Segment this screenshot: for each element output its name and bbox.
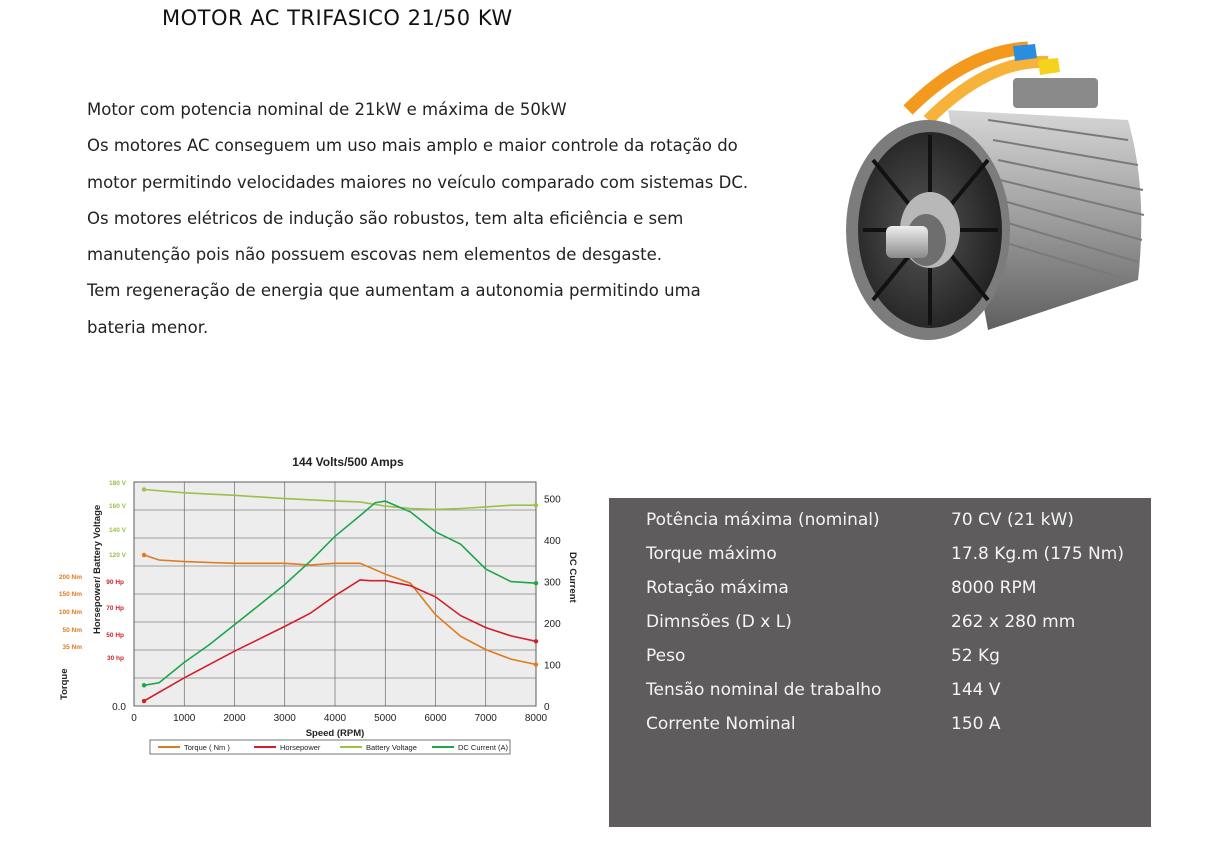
spec-value: 17.8 Kg.m (175 Nm) xyxy=(951,544,1124,564)
data-point xyxy=(142,553,146,557)
description-line: Tem regeneração de energia que aumentam a autonomia permitindo uma xyxy=(87,281,701,301)
x-tick-label: 2000 xyxy=(223,713,246,724)
data-point xyxy=(142,699,146,703)
spec-row xyxy=(646,714,1141,748)
x-axis xyxy=(131,713,547,724)
hp-tick-label: 70 Hp xyxy=(106,605,124,612)
torque-tick-label: 150 Nm xyxy=(58,591,82,598)
torque-tick-label: 35 Nm xyxy=(62,644,82,651)
data-point xyxy=(142,487,146,491)
spec-row xyxy=(646,612,1141,646)
description-line: Motor com potencia nominal de 21kW e máxima de 50kW xyxy=(87,100,567,119)
specs-panel xyxy=(609,498,1151,827)
legend-label: Horsepower xyxy=(280,743,321,752)
description-line: Os motores elétricos de indução são robustos, tem alta eficiência e sem xyxy=(87,208,684,228)
spec-value: 144 V xyxy=(951,680,1001,700)
voltage-tick-label: 120 V xyxy=(109,552,126,559)
spec-label: Rotação máxima xyxy=(646,578,789,598)
chart-title: 144 Volts/500 Amps xyxy=(292,455,404,469)
spec-label: Tensão nominal de trabalho xyxy=(646,680,882,700)
right-tick-label: 300 xyxy=(544,577,561,589)
y-axis-label-left: Horsepower/ Battery Voltage xyxy=(92,504,103,634)
spec-label: Corrente Nominal xyxy=(646,714,796,734)
spec-value: 70 CV (21 kW) xyxy=(951,510,1074,530)
legend-label: Battery Voltage xyxy=(366,743,417,752)
hp-tick-label: 90 Hp xyxy=(106,579,124,586)
voltage-tick-label: 160 V xyxy=(109,503,126,510)
torque-tick-label: 50 Nm xyxy=(62,627,82,634)
description-line: manutenção pois não possuem escovas nem elementos de desgaste. xyxy=(87,245,662,265)
right-tick-label: 0 xyxy=(544,702,550,713)
description-line: motor permitindo velocidades maiores no veículo comparado com sistemas DC. xyxy=(87,172,749,192)
torque-tick-label: 100 Nm xyxy=(58,609,82,616)
x-tick-label: 3000 xyxy=(273,713,296,724)
x-tick-label: 0 xyxy=(131,713,137,724)
hp-tick-label: 30 hp xyxy=(107,655,124,662)
legend-label: Torque ( Nm ) xyxy=(184,743,230,752)
spec-label: Dimnsões (D x L) xyxy=(646,612,792,632)
right-tick-label: 500 xyxy=(544,494,561,506)
right-tick-label: 100 xyxy=(544,660,561,672)
legend-label: DC Current (A) xyxy=(458,743,509,752)
spec-value: 262 x 280 mm xyxy=(951,612,1076,632)
voltage-tick-label: 140 V xyxy=(109,527,126,534)
y-axis-label-torque: Torque xyxy=(59,668,70,700)
performance-chart xyxy=(40,448,600,768)
right-tick-label: 400 xyxy=(544,536,561,548)
data-point xyxy=(534,581,538,585)
data-point xyxy=(142,683,146,687)
torque-tick-label: 200 Nm xyxy=(58,574,82,581)
voltage-tick-label: 180 V xyxy=(109,480,126,487)
spec-row xyxy=(646,510,1141,544)
x-tick-label: 1000 xyxy=(173,713,196,724)
page-title: MOTOR AC TRIFASICO 21/50 KW xyxy=(162,6,513,30)
x-tick-label: 5000 xyxy=(374,713,397,724)
left-zero-label: 0.0 xyxy=(112,702,126,713)
right-axis xyxy=(544,495,561,713)
x-tick-label: 6000 xyxy=(424,713,447,724)
spec-label: Peso xyxy=(646,646,686,666)
right-tick-label: 200 xyxy=(544,619,561,631)
x-axis-label: Speed (RPM) xyxy=(305,728,365,739)
x-tick-label: 7000 xyxy=(474,713,497,724)
motor-image xyxy=(838,40,1154,350)
description-line: bateria menor. xyxy=(87,317,209,337)
data-point xyxy=(534,662,538,666)
spec-row xyxy=(646,544,1141,578)
y-axis-label-right: DC Current xyxy=(567,552,578,603)
spec-label: Potência máxima (nominal) xyxy=(646,510,880,530)
motor-description xyxy=(87,92,827,346)
x-tick-label: 8000 xyxy=(524,713,548,724)
spec-value: 8000 RPM xyxy=(951,578,1037,598)
data-point xyxy=(534,639,538,643)
spec-row xyxy=(646,578,1141,612)
spec-value: 150 A xyxy=(951,714,1001,734)
x-tick-label: 4000 xyxy=(323,713,347,724)
spec-label: Torque máximo xyxy=(646,544,777,564)
spec-row xyxy=(646,646,1141,680)
data-point xyxy=(534,503,538,507)
spec-row xyxy=(646,680,1141,714)
hp-tick-label: 50 Hp xyxy=(106,632,124,639)
description-line: Os motores AC conseguem um uso mais amplo e maior controle da rotação do xyxy=(87,136,738,156)
spec-value: 52 Kg xyxy=(951,646,1000,666)
